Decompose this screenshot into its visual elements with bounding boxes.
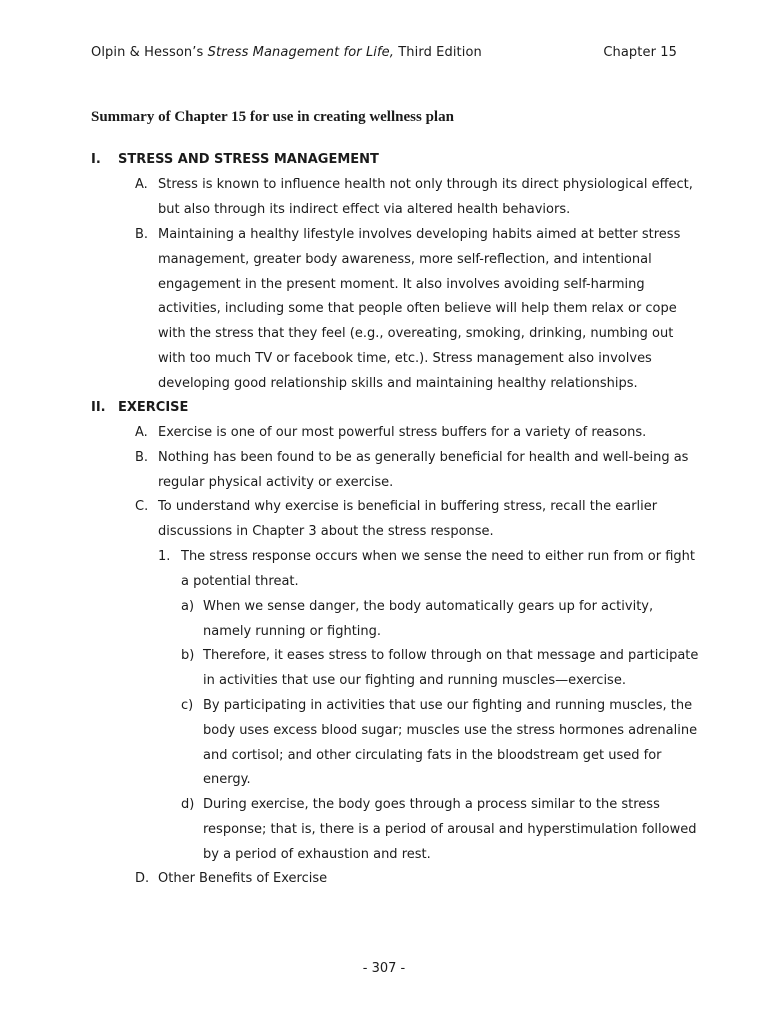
item-s2-c-1-b-line: Therefore, it eases stress to follow through on that message and participate: [203, 648, 699, 663]
item-s2-c-1-marker: 1.: [158, 549, 171, 564]
item-s1-a-line: but also through its indirect effect via altered health behaviors.: [158, 201, 571, 217]
section-stress-management-heading: STRESS AND STRESS MANAGEMENT: [118, 152, 379, 167]
item-s2-c-1-c-line: By participating in activities that use our fighting and running muscles, the: [203, 698, 693, 713]
item-s2-a-line: Exercise is one of our most powerful stress buffers for a variety of reasons.: [158, 425, 647, 440]
item-s1-b-line: with the stress that they feel (e.g., overeating, smoking, drinking, numbing out: [158, 326, 674, 342]
item-s2-c-1-c-marker: c): [181, 698, 194, 713]
item-s2-c-1-a-line: When we sense danger, the body automatically gears up for activity,: [203, 599, 654, 614]
section-stress-management-marker: I.: [91, 152, 101, 167]
item-s1-a-line: Stress is known to influence health not only through its direct physiological effect,: [158, 177, 693, 192]
item-s1-b-line: developing good relationship skills and maintaining healthy relationships.: [158, 375, 638, 391]
section-exercise-marker: II.: [91, 400, 106, 415]
item-s2-a-marker: A.: [135, 425, 148, 440]
item-s2-c-1-d-marker: d): [181, 797, 195, 812]
item-s2-c-1-b-line: in activities that use our fighting and running muscles—exercise.: [203, 672, 626, 688]
running-header-left: [91, 45, 482, 60]
item-s2-c-marker: C.: [135, 499, 149, 514]
header-book-title: Stress Management for Life,: [207, 45, 395, 60]
header-edition: Third Edition: [394, 45, 482, 60]
item-s2-c-1-line: a potential threat.: [181, 573, 299, 589]
page-number: - 307 -: [362, 961, 406, 976]
item-s2-c-1-d-line: response; that is, there is a period of arousal and hyperstimulation followed: [203, 821, 697, 837]
item-s2-c-1-d-line: During exercise, the body goes through a process similar to the stress: [203, 797, 660, 812]
item-s2-c-1-a-line: namely running or fighting.: [203, 623, 382, 639]
header-authors: Olpin & Hesson’s: [91, 45, 208, 60]
item-s2-b-line: regular physical activity or exercise.: [158, 474, 394, 490]
running-header-chapter: Chapter 15: [603, 45, 677, 60]
item-s2-c-1-c-line: and cortisol; and other circulating fats in the bloodstream get used for: [203, 747, 662, 763]
item-s1-b-line: management, greater body awareness, more self-reflection, and intentional: [158, 251, 652, 267]
item-s2-c-1-line: The stress response occurs when we sense the need to either run from or fight: [181, 549, 695, 564]
item-s2-c-1-d-line: by a period of exhaustion and rest.: [203, 846, 431, 862]
item-s2-b-line: Nothing has been found to be as generally beneficial for health and well-being as: [158, 450, 689, 465]
item-s2-c-1-b-marker: b): [181, 648, 195, 663]
item-s2-d-marker: D.: [135, 871, 150, 886]
summary-title: Summary of Chapter 15 for use in creating wellness plan: [91, 109, 454, 125]
item-s1-b-line: activities, including some that people often believe will help them relax or cope: [158, 301, 677, 317]
item-s2-c-1-c-line: energy.: [203, 772, 251, 788]
item-s2-c-line: discussions in Chapter 3 about the stress response.: [158, 523, 494, 539]
item-s1-b-line: engagement in the present moment. It also involves avoiding self-harming: [158, 276, 645, 292]
item-s2-c-1-c-line: body uses excess blood sugar; muscles use the stress hormones adrenaline: [203, 722, 698, 738]
item-s2-c-line: To understand why exercise is beneficial in buffering stress, recall the earlier: [158, 499, 658, 514]
item-s1-a-marker: A.: [135, 177, 148, 192]
item-s1-b-line: Maintaining a healthy lifestyle involves developing habits aimed at better stress: [158, 227, 681, 242]
item-s2-c-1-a-marker: a): [181, 599, 195, 614]
item-s2-d-line: Other Benefits of Exercise: [158, 871, 328, 886]
item-s2-b-marker: B.: [135, 450, 149, 465]
section-exercise-heading: EXERCISE: [118, 400, 189, 415]
item-s1-b-line: with too much TV or facebook time, etc.). Stress management also involves: [158, 351, 652, 366]
item-s1-b-marker: B.: [135, 227, 149, 242]
